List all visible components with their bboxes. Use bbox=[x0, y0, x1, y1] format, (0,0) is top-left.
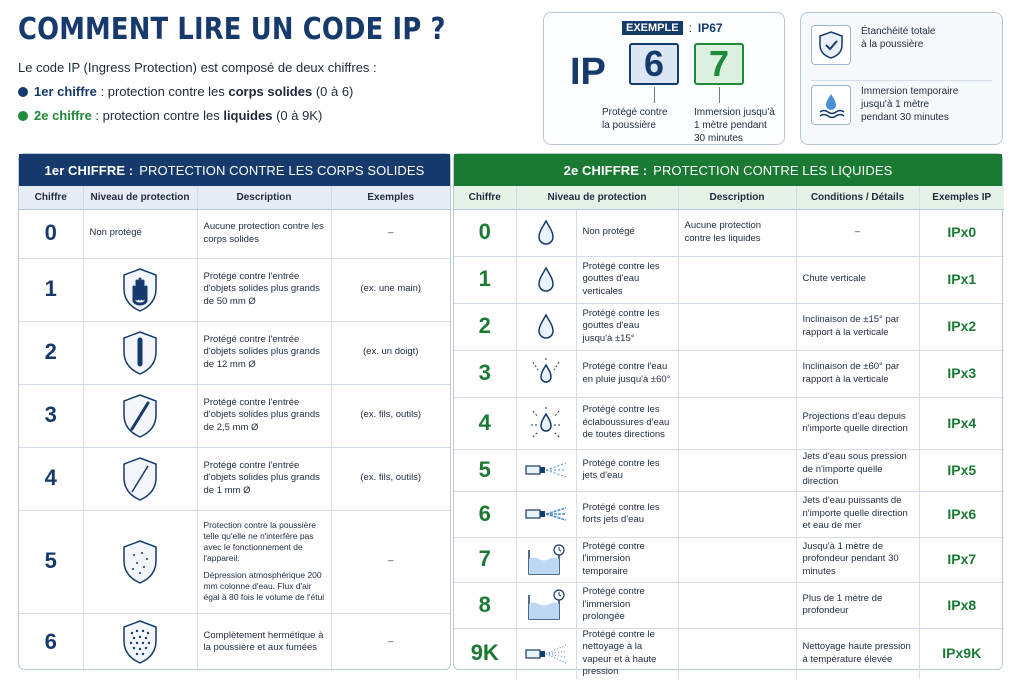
ip-code-cell: IPx9K bbox=[942, 645, 982, 662]
table-row bbox=[454, 449, 1004, 491]
example-cell: – bbox=[331, 510, 450, 613]
description-cell: Protégé contre l'entrée d'objets solides plus grands de 1 mm Ø bbox=[197, 447, 331, 510]
immersion-clock-icon bbox=[516, 582, 576, 628]
description-cell: Protégé contre l'entrée d'objets solides plus grands de 12 mm Ø bbox=[197, 321, 331, 384]
example-note-liquid bbox=[694, 106, 775, 145]
digit-cell: 3 bbox=[454, 350, 516, 397]
description-cell bbox=[678, 397, 796, 449]
example-digit-liquid: 7 bbox=[694, 43, 744, 85]
digit-cell: 4 bbox=[19, 447, 83, 510]
bullet-text: : protection contre les bbox=[96, 84, 229, 99]
table-title-text: PROTECTION CONTRE LES CORPS SOLIDES bbox=[139, 162, 425, 178]
legend-item-water bbox=[811, 85, 958, 125]
digit-cell: 5 bbox=[19, 510, 83, 613]
ip-code-cell: IPx5 bbox=[919, 449, 1004, 491]
level-cell: Protégé contre les éclaboussures d'eau de toutes directions bbox=[576, 397, 678, 449]
level-cell: Non protégé bbox=[83, 209, 197, 258]
bullet-bold: corps solides bbox=[228, 84, 313, 99]
table-row bbox=[454, 397, 1004, 449]
description-cell bbox=[678, 628, 796, 679]
connector-line bbox=[654, 87, 655, 103]
dust-shield-icon bbox=[811, 25, 851, 65]
note-line: la poussière bbox=[602, 120, 656, 131]
digit-cell: 8 bbox=[454, 582, 516, 628]
ip-code-cell: IPx7 bbox=[919, 537, 1004, 582]
table-row bbox=[19, 209, 450, 258]
digit-cell: 2 bbox=[454, 303, 516, 350]
ip-code-cell: IPx8 bbox=[919, 582, 1004, 628]
level-cell: Protégé contre l'immersion prolongée bbox=[576, 582, 678, 628]
wire-shield-icon bbox=[83, 447, 197, 510]
level-cell: Protégé contre l'immersion temporaire bbox=[576, 537, 678, 582]
column-header: Niveau de protection bbox=[516, 186, 678, 209]
table-row bbox=[19, 384, 450, 447]
table-row bbox=[454, 209, 1004, 256]
legend-line: à la poussière bbox=[861, 39, 924, 50]
level-cell: Protégé contre les gouttes d'eau verticales bbox=[576, 256, 678, 303]
strong-jet-icon bbox=[516, 491, 576, 537]
connector-line bbox=[719, 87, 720, 103]
conditions-cell: Jets d'eau sous pression de n'importe quelle direction bbox=[796, 449, 919, 491]
example-cell: (ex. un doigt) bbox=[331, 321, 450, 384]
table-title bbox=[19, 154, 450, 186]
example-cell: – bbox=[388, 636, 394, 647]
bullet-first-digit bbox=[18, 84, 353, 99]
bullet-label: 2e chiffre bbox=[34, 108, 92, 123]
conditions-cell: Nettoyage haute pression à température élevée bbox=[796, 628, 919, 679]
table-row bbox=[454, 582, 1004, 628]
example-separator: : bbox=[688, 21, 692, 35]
example-tag: EXEMPLE bbox=[622, 21, 683, 35]
conditions-cell: Plus de 1 mètre de profondeur bbox=[796, 582, 919, 628]
legend-line: Étanchéité totale bbox=[861, 26, 936, 37]
digit-cell: 2 bbox=[19, 321, 83, 384]
example-note-solid bbox=[602, 106, 668, 132]
dust-tight-shield-icon bbox=[83, 613, 197, 671]
column-header: Exemples IP bbox=[919, 186, 1004, 209]
digit-cell: 0 bbox=[19, 209, 83, 258]
digit-cell: 9K bbox=[454, 628, 516, 679]
digit-cell: 1 bbox=[454, 256, 516, 303]
example-box bbox=[543, 12, 785, 145]
example-prefix: IP bbox=[570, 51, 606, 93]
description-main: Protection contre la poussière telle qu'elle ne n'interfère pas avec le fonctionnement de l'appareil. bbox=[203, 520, 316, 563]
description-cell: Aucune protection contre les corps solides bbox=[197, 209, 331, 258]
water-immersion-icon bbox=[811, 85, 851, 125]
description-cell bbox=[678, 303, 796, 350]
example-cell: (ex. une main) bbox=[331, 258, 450, 321]
bullet-dot bbox=[18, 111, 28, 121]
digit-cell: 7 bbox=[454, 537, 516, 582]
legend-box bbox=[800, 12, 1003, 145]
digit-cell: 5 bbox=[454, 449, 516, 491]
drop-icon bbox=[516, 303, 576, 350]
legend-line: jusqu'à 1 mètre bbox=[861, 99, 930, 110]
bullet-bold: liquides bbox=[223, 108, 273, 123]
bullet-second-digit bbox=[18, 108, 322, 123]
example-code: IP67 bbox=[697, 21, 723, 35]
description-sub: Dépression atmosphérique 200 mm colonne d'eau. Flux d'air égal à 80 fois le volume de l'étui bbox=[203, 570, 325, 602]
bullet-text-end: (0 à 9K) bbox=[272, 108, 323, 123]
column-header: Description bbox=[678, 186, 796, 209]
digit-cell: 6 bbox=[19, 613, 83, 671]
level-cell: Protégé contre les forts jets d'eau bbox=[576, 491, 678, 537]
intro-text: Le code IP (Ingress Protection) est composé de deux chiffres : bbox=[18, 60, 377, 75]
splash-drop-icon bbox=[516, 397, 576, 449]
page-title: COMMENT LIRE UN CODE IP ? bbox=[18, 12, 446, 47]
table-row bbox=[19, 321, 450, 384]
digit-cell: 6 bbox=[454, 491, 516, 537]
ip-code-cell: IPx2 bbox=[919, 303, 1004, 350]
digit-cell: 3 bbox=[19, 384, 83, 447]
immersion-clock-icon bbox=[516, 537, 576, 582]
legend-line: Immersion temporaire bbox=[861, 86, 959, 97]
conditions-cell: Chute verticale bbox=[796, 256, 919, 303]
bullet-text-end: (0 à 6) bbox=[312, 84, 354, 99]
table-row bbox=[19, 447, 450, 510]
column-header: Description bbox=[197, 186, 331, 209]
digit-cell: 1 bbox=[19, 258, 83, 321]
note-line: Immersion jusqu'à bbox=[694, 107, 775, 118]
level-cell: Protégé contre les gouttes d'eau jusqu'à ±15° bbox=[576, 303, 678, 350]
note-line: Protégé contre bbox=[602, 107, 668, 118]
ip-code-cell: IPx0 bbox=[919, 209, 1004, 256]
description-cell bbox=[678, 491, 796, 537]
digit-cell: 4 bbox=[454, 397, 516, 449]
description-cell bbox=[678, 537, 796, 582]
table-title-text: PROTECTION CONTRE LES LIQUIDES bbox=[653, 162, 893, 178]
bullet-label: 1er chiffre bbox=[34, 84, 97, 99]
table-row bbox=[454, 350, 1004, 397]
rain-drop-icon bbox=[516, 350, 576, 397]
example-cell: – bbox=[331, 209, 450, 258]
description-cell: Protégé contre l'entrée d'objets solides plus grands de 50 mm Ø bbox=[197, 258, 331, 321]
table-title-prefix: 1er CHIFFRE : bbox=[44, 162, 134, 178]
level-cell: Protégé contre le nettoyage à la vapeur et à haute pression bbox=[576, 628, 678, 679]
dust-shield-icon bbox=[83, 510, 197, 613]
table-row bbox=[454, 256, 1004, 303]
example-cell: (ex. fils, outils) bbox=[331, 384, 450, 447]
level-cell: Non protégé bbox=[576, 209, 678, 256]
description-cell bbox=[678, 350, 796, 397]
legend-divider bbox=[811, 80, 992, 81]
example-header bbox=[622, 21, 723, 35]
ip-code-cell: IPx6 bbox=[919, 491, 1004, 537]
conditions-cell: Inclinaison de ±15° par rapport à la verticale bbox=[796, 303, 919, 350]
table-title-prefix: 2e CHIFFRE : bbox=[563, 162, 648, 178]
description-cell bbox=[678, 582, 796, 628]
conditions-cell: Projections d'eau depuis n'importe quelle direction bbox=[796, 397, 919, 449]
description-cell: Protégé contre l'entrée d'objets solides plus grands de 2,5 mm Ø bbox=[197, 384, 331, 447]
nozzle-jet-icon bbox=[516, 449, 576, 491]
hand-shield-icon bbox=[83, 258, 197, 321]
drop-icon bbox=[516, 209, 576, 256]
note-line: 1 mètre pendant bbox=[694, 120, 767, 131]
example-digit-solid: 6 bbox=[629, 43, 679, 85]
note-line: 30 minutes bbox=[694, 133, 743, 144]
ip-code-cell: IPx3 bbox=[919, 350, 1004, 397]
solid-protection-table bbox=[18, 153, 451, 670]
legend-item-dust bbox=[811, 25, 936, 65]
bullet-dot bbox=[18, 87, 28, 97]
digit-cell: 0 bbox=[454, 209, 516, 256]
ip-code-cell: IPx4 bbox=[919, 397, 1004, 449]
table-row bbox=[19, 510, 450, 613]
description-cell: Aucune protection contre les liquides bbox=[678, 209, 796, 256]
bullet-text: : protection contre les bbox=[91, 108, 224, 123]
steam-jet-icon bbox=[516, 628, 576, 679]
column-header: Exemples bbox=[331, 186, 450, 209]
column-header: Chiffre bbox=[19, 186, 83, 209]
description-cell bbox=[197, 510, 331, 613]
ip-code-cell: IPx1 bbox=[919, 256, 1004, 303]
conditions-cell: Jusqu'à 1 mètre de profondeur pendant 30 minutes bbox=[796, 537, 919, 582]
table-title bbox=[454, 154, 1002, 186]
tool-shield-icon bbox=[83, 384, 197, 447]
liquid-protection-table bbox=[453, 153, 1003, 677]
table-row bbox=[19, 258, 450, 321]
table-row bbox=[454, 628, 1004, 679]
table-row bbox=[454, 537, 1004, 582]
table-row bbox=[454, 491, 1004, 537]
description-cell bbox=[678, 449, 796, 491]
example-cell: (ex. fils, outils) bbox=[331, 447, 450, 510]
finger-shield-icon bbox=[83, 321, 197, 384]
description-cell bbox=[678, 256, 796, 303]
conditions-cell: Inclinaison de ±60° par rapport à la verticale bbox=[796, 350, 919, 397]
conditions-cell: – bbox=[796, 209, 919, 256]
table-row bbox=[19, 613, 450, 671]
conditions-cell: Jets d'eau puissants de n'importe quelle direction et eau de mer bbox=[796, 491, 919, 537]
column-header: Chiffre bbox=[454, 186, 516, 209]
table-row bbox=[454, 303, 1004, 350]
legend-line: pendant 30 minutes bbox=[861, 112, 949, 123]
level-cell: Protégé contre l'eau en pluie jusqu'à ±60° bbox=[576, 350, 678, 397]
column-header: Niveau de protection bbox=[83, 186, 197, 209]
drop-icon bbox=[516, 256, 576, 303]
column-header: Conditions / Détails bbox=[796, 186, 919, 209]
level-cell: Protégé contre les jets d'eau bbox=[576, 449, 678, 491]
description-cell: Complètement hermétique à la poussière et aux fumées bbox=[197, 613, 331, 671]
